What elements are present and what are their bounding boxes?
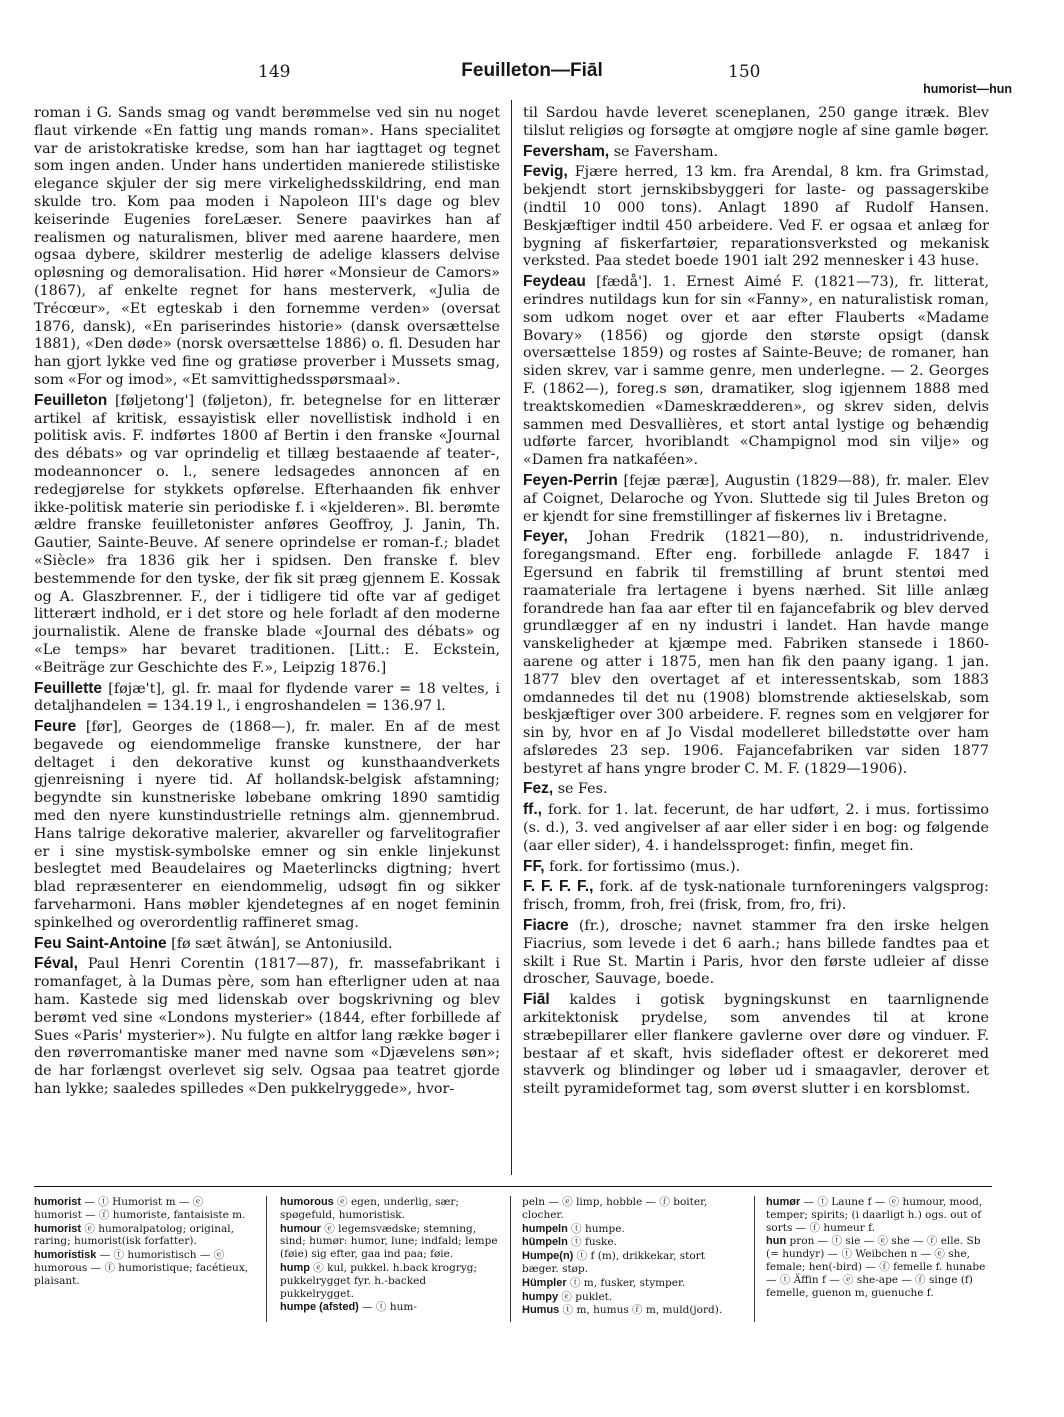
footer-headword: humør	[766, 1196, 801, 1208]
entry-headword: Fiacre	[523, 917, 569, 935]
entry-text: se Fes.	[553, 781, 608, 798]
footer-column-divider	[510, 1196, 511, 1322]
entry-fez	[523, 780, 989, 799]
footer-text: ⓣ m, humus ⓕ m, muld(jord).	[559, 1304, 723, 1317]
column-divider	[511, 100, 512, 1175]
entry-headword: Feuillette	[34, 679, 103, 697]
entry-text: til Sardou havde leveret sceneplanen, 250 gange itræk. Blev tilslut religiøs og forsøgte at omgjøre nogle af sine gamle bøger.	[523, 105, 989, 139]
left-column	[34, 104, 500, 1101]
entry-text: [før], Georges de (1868—), fr. maler. En af de mest begavede og eiendommelige franske kunstnere, der har deltaget i den dekorative kunst og kunsthaandverkets gjenreisning i nyere tid. Af hollandsk-belgisk afstamning; begyndte sin kunstneriske løbebane omkring 1890 samtidig med den nyere kunstindustrielle retnings alm. gjennembrud. Hans talrige dekorative malerier, akvareller og farvelitografier er i sine mystisk-symbolske emner og sin enkle linjekunst beslegtet med Beaudelaires og Maeterlincks digtning; hvert blad repræsenterer en eiendommelig, udsøgt fin og sikker farveharmoni. Hans møbler kjendetegnes af en noget feminin spinkelhed og overordentlig raffineret smag.	[34, 719, 500, 931]
entry-FF	[523, 858, 989, 877]
footer-text: — ⓣ Laune f — ⓔ humour, mood, temper; spirits; (i daarligt h.) ogs. out of sorts — ⓕ humeur f.	[766, 1196, 983, 1234]
footer-text: pron — ⓣ sie — ⓔ she — ⓕ elle. Sb (= hundyr) — ⓣ Weibchen n — ⓔ she, female; hen(-bird) — ⓕ femelle f. hunabe — ⓣ Äffin f — ⓔ she-ape — ⓕ singe (f) femelle, guenon m, guenuche f.	[766, 1235, 986, 1299]
entry-feyen-perrin	[523, 472, 989, 526]
entry-text: fork. for fortissimo (mus.).	[544, 858, 741, 875]
footer-headword: humorist	[34, 1222, 82, 1235]
guide-words: humorist—hun	[923, 82, 1012, 96]
footer-entry	[522, 1291, 740, 1304]
entry-text: roman i G. Sands smag og vandt berømmelse ved sin nu noget flaut virkende «En fattig ung mands roman». Hans specialitet var de aristokratiske kredse, som han har iagttaget og tegnet som ingen anden. Under hans undertiden manierede stilistiske elegance skjuler der sig mere virkelighedsskildring, end man skulde tro. Kom paa moden i Napoleon III's dage og blev keiserinde Eugenies foreLæser. Senere paavirkes han af realismen og naturalismen, bliver med aarene haardere, men ogsaa dybere, skildrer mesterlig de adelige klassers delvise opløsning og demoralisation. Hid hører «Monsieur de Camors» (1867), af enkelte regnet for hans mesterverk, «Julia de Trécœur», «Et egteskab i den fornemme verden» (oversat 1876, dansk), «En pariserindes historie» (dansk oversættelse 1881), «Den døde» (norsk oversættelse 1886) o. fl. Desuden har han gjort lykke ved fine og gratiøse proverber i Mussets smag, som «For og imod», «Et samvittighedsspørsmaal».	[34, 105, 500, 388]
footer-entry	[280, 1301, 498, 1314]
entry-headword: ff.,	[523, 801, 542, 819]
entry-headword: Feyen-Perrin	[523, 471, 618, 489]
footer-entry	[34, 1223, 252, 1249]
footer-headword: humpeln	[522, 1222, 568, 1235]
footer-headword: Humpe(n)	[522, 1250, 574, 1263]
entry-text: Fjære herred, 13 km. fra Arendal, 8 km. fra Grimstad, bekjendt stort jernskibsbyggeri for laste- og passagerskibe (indtil 10 000 tons). Anlagt 1890 af Rudolf Hansen. Beskjæftiger indtil 450 arbeidere. Ved F. er ogsaa et anlæg for bygning af fiskerfartøier, reparationsverksted og mekanisk verksted. Paa stedet boede 1901 ialt 292 mennesker i 43 huse.	[523, 164, 989, 270]
footer-entry	[280, 1262, 498, 1300]
entry-headword: Feu Saint-Antoine	[34, 934, 167, 952]
entry-text: (fr.), drosche; navnet stammer fra den irske helgen Fiacrius, som levede i det 6 aarh.; hans billede fandtes paa et skilt i Rue St. Martin i Paris, hvor den første udleier af disse droscher, Sauvage, boede.	[523, 918, 989, 988]
right-column	[523, 104, 989, 1101]
footer-text: — ⓣ Humorist m — ⓔ humorist — ⓕ humoriste, fantaisiste m.	[34, 1196, 246, 1221]
footer-entry	[280, 1196, 498, 1222]
entry-headword: Feversham,	[523, 142, 610, 160]
entry-headword: FF,	[523, 857, 545, 875]
entry-text: fork. for 1. lat. fecerunt, de har udført, 2. i mus. fortissimo (s. d.), 3. ved angivelser af aar eller sider i en bog: og følgende (aar eller sider), 4. i handelssproget: finfin, meget fin.	[523, 802, 989, 854]
entry-text: [føljetong'] (føljeton), fr. betegnelse for en litterær artikel af kritisk, essayistisk eller novellistisk indhold i en politisk avis. F. indførtes 1800 af Bertin i den franske «Journal des débats» og var oprindelig et tillæg bestaaende af teater-, modeannoncer o. l., senere ledsagedes annoncen af en redegjørelse for stykkets opførelse. Efterhaanden fik enhver ikke-politisk materie sin periodiske f. i «kjelderen». Bl. berømte ældre franske feuilletonister anføres Geoffroy, J. Janin, Th. Gautier, Sainte-Beuve. Af senere oprindelse er roman-f.; bladet «Siècle» fra 1836 gik her i spidsen. Den franske f. blev bestemmende for den tyske, der fik sit præg gjennem E. Kossak og A. Glaszbrenner. F., der i tidligere tid ofte var af gediget litterært indhold, er i det store og hele forladt af den moderne journalistik. Alene de franske blade «Journal des débats» og «Le temps» har bevaret traditionen. [Litt.: E. Eckstein, «Beiträge zur Geschichte des F.», Leipzig 1876.]	[34, 392, 500, 676]
entry-text: Johan Fredrik (1821—80), n. industridrivende, foregangsmand. Efter eng. forbillede anlagde F. 1847 i Egersund en fabrik til fremstilling af brunt stentøi med raamateriale fra lertagene i byens nærhed. Sit lille anlæg forandrede han faa aar efter til en fajancefabrik og blev derved grundlægger af en ny industri i landet. Han havde mange vanskeligheder at kjæmpe med. Fabriken stansede i 1860-aarene og atter i 1875, men han fik den paany igang. 1 jan. 1877 blev den overtaget af et interessentskab, som 1883 omdannedes til det nu (1908) blomstrende aktieselskab, som beskjæftiger over 300 arbeidere. F. regnes som en velgjører for sin by, hvor en af Jo Visdal modelleret billedstøtte over ham afsløredes 23 sep. 1906. Fajancefabriken var siden 1877 bestyret af hans yngre broder C. M. F. (1829—1906).	[523, 529, 989, 777]
entry-headword: Feure	[34, 718, 77, 736]
entry-headword: Fiāl	[523, 991, 550, 1009]
entry-ff	[523, 801, 989, 855]
footer-text: peln — ⓔ limp, hobble — ⓕ boiter, clocher.	[522, 1196, 708, 1221]
entry-feydeau	[523, 273, 989, 470]
footer-text: ⓔ puklet.	[558, 1290, 613, 1303]
footer-column-2	[280, 1196, 498, 1315]
footer-headword: hun	[766, 1235, 787, 1248]
footer-headword: humorous	[280, 1196, 334, 1208]
footer-entry	[766, 1235, 988, 1299]
footer-column-3	[522, 1196, 740, 1318]
entry-fevig	[523, 163, 989, 271]
page-number-right: 150	[728, 62, 761, 82]
entry-fial	[523, 991, 989, 1099]
entry-headword: F. F. F. F.,	[523, 878, 594, 896]
entry-fiacre	[523, 917, 989, 989]
footer-column-4	[766, 1196, 988, 1300]
entry-text: se Faversham.	[609, 143, 719, 160]
entry-feuillette	[34, 680, 500, 717]
footer-headword: humpy	[522, 1290, 559, 1303]
footer-text: ⓔ humoralpatolog; original, raring; humorist(isk forfatter).	[34, 1222, 234, 1248]
entry-feversham	[523, 143, 989, 162]
footer-text: ⓔ egen, underlig, sær; spøgefuld, humoristisk.	[280, 1196, 459, 1221]
entry-headword: Féval,	[34, 955, 78, 973]
running-title: Feuilleton—Fiāl	[461, 60, 603, 81]
footer-text: ⓣ m, fusker, stymper.	[566, 1276, 686, 1289]
footer-entry	[34, 1196, 252, 1222]
entry-feyer	[523, 528, 989, 778]
footer-headword: humoristisk	[34, 1249, 97, 1262]
footer-headword: humour	[280, 1222, 321, 1235]
entry-text: fork. af de tysk-nationale turnforeningers valgsprog: frisch, fromm, froh, frei (frisk, from, fro, fri).	[523, 879, 989, 914]
footer-entry	[522, 1236, 740, 1249]
footer-headword: Humus	[522, 1304, 560, 1317]
footer-headword: hümpeln	[522, 1236, 568, 1249]
footer-headword: hump	[280, 1261, 310, 1274]
footer-entry	[522, 1304, 740, 1317]
footer-entry	[522, 1277, 740, 1290]
entry-text: kaldes i gotisk bygningskunst en taarnlignende arkitektonisk prydelse, som anvendes til at krone stræbepillarer eller flankere gavlerne over døre og vinduer. F. bestaar af et skaft, hvis sideflader oftest er dekoreret med stavverk og blindinger og løber ud i smaagavler, derover et steilt pyramideformet tag, som øverst slutter i en korsblomst.	[523, 992, 989, 1098]
footer-headword: humorist	[34, 1196, 82, 1208]
page-number-left: 149	[258, 62, 291, 82]
footer-divider	[34, 1186, 992, 1187]
footer-text: — ⓣ hum-	[358, 1301, 417, 1314]
entry-text: [føjæ't], gl. fr. maal for flydende varer = 18 veltes, i detaljhandelen = 134.19 l., i engroshandelen = 136.97 l.	[34, 680, 500, 715]
footer-entry	[522, 1223, 740, 1236]
footer-text: ⓣ f (m), drikkekar, stort bæger. støp.	[522, 1250, 705, 1275]
footer-text: ⓔ legemsvædske; stemning, sind; humør: humor, lune; indfald; lempe (føie) sig efter, gaa ind paa; føie.	[280, 1222, 498, 1261]
footer-text: ⓣ fuske.	[567, 1236, 617, 1249]
entry-continuation	[34, 104, 500, 390]
entry-text: Paul Henri Corentin (1817—87), fr. massefabrikant i romanfaget, à la Dumas père, som han efterligner uden at naa ham. Kastede sig med lidenskab over bogskrivning og blev berømt ved sine «Londons mysterier» (1844, efter forbillede af Sues «Paris' mysterier»). Nu fulgte en altfor lang række bøger i den røverromantiske maner med navne som «Djævelens søn»; de har forlængst overlevet sig selv. Ogsaa paa teatret gjorde han lykke; saaledes spilledes «Den pukkelryggede», hvor-	[34, 956, 500, 1098]
footer-text: ⓔ kul, pukkel. h.back krogryg; pukkelrygget fyr. h.-backed pukkelrygget.	[280, 1261, 478, 1300]
entry-ffff	[523, 878, 989, 915]
entry-feval	[34, 955, 500, 1098]
footer-entry	[280, 1223, 498, 1261]
footer-entry	[522, 1196, 740, 1222]
entry-text: [fædå']. 1. Ernest Aimé F. (1821—73), fr. litterat, erindres nutildags kun for sin «Fanny», en naturalistisk roman, som udkom noget over et aar efter Flauberts «Madame Bovary» (1856) og gjorde den største opsigt (dansk oversættelse 1859) og rostes af Sainte-Beuve; de romaner, han siden skrev, var i samme genre, men underlegne. — 2. Georges F. (1862—), foreg.s søn, dramatiker, slog igjennem 1888 med treaktskomedien «Dameskrædderen», og skrev siden, delvis sammen med Desvallières, et stort antal lystige og behændig udførte farcer, hvoriblandt «Champignol mod sin vilje» og «Damen fra natkaféen».	[523, 274, 989, 469]
entry-text: [fejæ pæræ], Augustin (1829—88), fr. maler. Elev af Coignet, Delaroche og Yvon. Sluttede sig til Jules Breton og er kjendt for sine fremstillinger af fiskernes liv i Bretagne.	[523, 472, 989, 525]
footer-column-1	[34, 1196, 252, 1289]
entry-headword: Feyer,	[523, 528, 568, 546]
entry-headword: Feydeau	[523, 273, 586, 291]
footer-column-divider	[754, 1196, 755, 1322]
footer-text: ⓣ humpe.	[567, 1222, 625, 1235]
footer-entry	[766, 1196, 988, 1234]
entry-feu-saint-antoine	[34, 935, 500, 954]
footer-entry	[34, 1249, 252, 1287]
footer-headword: Hümpler	[522, 1276, 567, 1289]
footer-headword: humpe (afsted)	[280, 1301, 359, 1314]
entry-feure	[34, 718, 500, 933]
footer-column-divider	[266, 1196, 267, 1322]
entry-headword: Fez,	[523, 780, 554, 798]
entry-text: [fø sæt ãtwán], se Antoniusild.	[166, 935, 393, 952]
footer-text: — ⓣ humoristisch — ⓔ humorous — ⓕ humoristique; facétieux, plaisant.	[34, 1249, 249, 1287]
entry-headword: Fevig,	[523, 163, 568, 181]
entry-continuation	[523, 104, 989, 141]
entry-headword: Feuilleton	[34, 391, 108, 409]
entry-feuilleton	[34, 392, 500, 678]
footer-entry	[522, 1250, 740, 1276]
